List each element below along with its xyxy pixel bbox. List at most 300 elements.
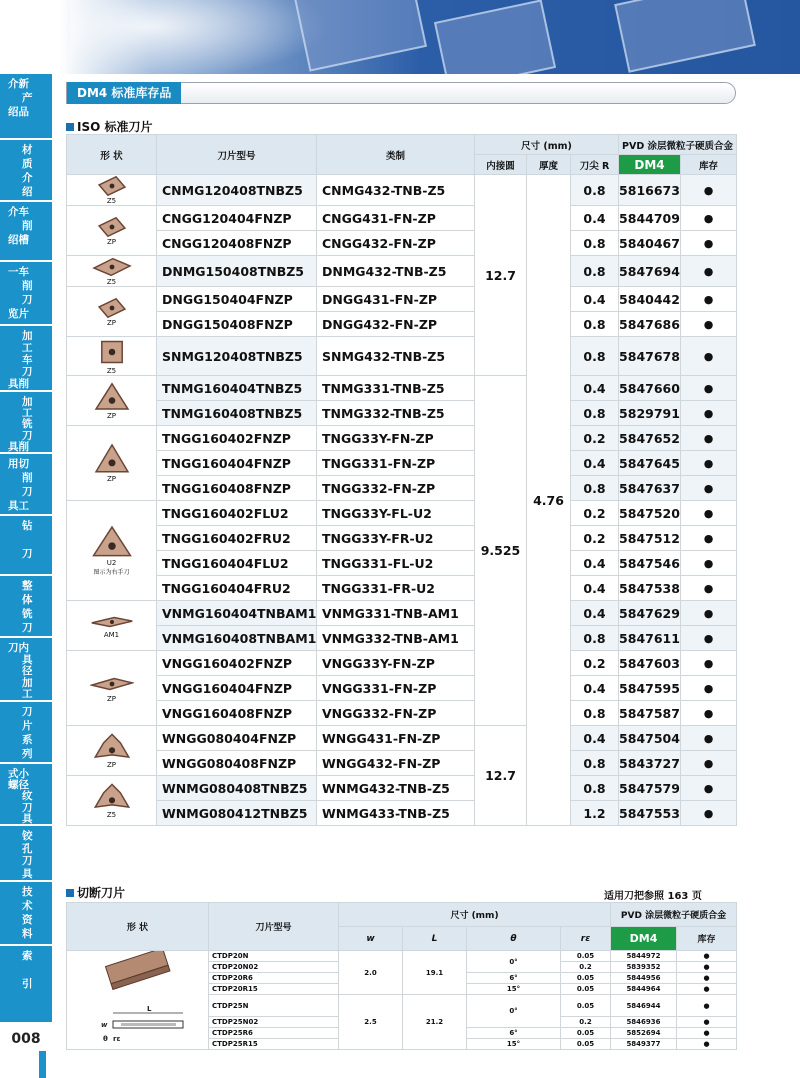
sidebar-tab-label: 削 bbox=[22, 472, 33, 484]
length-value: 21.2 bbox=[403, 995, 467, 1050]
insert-model: DNGG150408FNZP bbox=[157, 312, 317, 337]
order-code: 5847587 bbox=[619, 701, 681, 726]
header-old-model: 类制 bbox=[317, 135, 475, 175]
insert-model: SNMG120408TNBZ5 bbox=[157, 337, 317, 376]
angle-value: 6° bbox=[467, 973, 561, 984]
table-row bbox=[67, 726, 737, 751]
nose-radius: 0.4 bbox=[571, 376, 619, 401]
stock-indicator: ● bbox=[677, 1017, 737, 1028]
nose-radius: 0.2 bbox=[571, 526, 619, 551]
insert-shape-cell bbox=[67, 426, 157, 501]
old-model: CNGG431-FN-ZP bbox=[317, 206, 475, 231]
nose-radius: 0.2 bbox=[571, 426, 619, 451]
table-row bbox=[67, 376, 737, 401]
sidebar-tab-label: 资 bbox=[22, 914, 33, 926]
inscribed-circle: 12.7 bbox=[475, 175, 527, 376]
chipbreaker-label: AM1 bbox=[103, 630, 120, 639]
table-row bbox=[67, 337, 737, 376]
sidebar-tab-15[interactable] bbox=[0, 946, 52, 1024]
iso-insert-table bbox=[66, 134, 737, 826]
insert-shape-cell bbox=[67, 776, 157, 826]
old-model: CNGG432-FN-ZP bbox=[317, 231, 475, 256]
sidebar-tab-label: 产 bbox=[22, 92, 33, 104]
stock-indicator: ● bbox=[681, 526, 737, 551]
old-model: TNGG33Y-FL-U2 bbox=[317, 501, 475, 526]
table-row bbox=[67, 256, 737, 287]
header-nose-radius: 刀尖 R bbox=[571, 155, 619, 175]
sidebar-tab-14[interactable] bbox=[0, 882, 52, 946]
insert-model: CTDP25N bbox=[209, 995, 339, 1017]
chipbreaker-label: U2 bbox=[106, 559, 117, 567]
sidebar-tab-label: 索 bbox=[22, 950, 33, 962]
stock-indicator: ● bbox=[681, 451, 737, 476]
sidebar-tab-label: 刀 bbox=[22, 706, 33, 718]
header-thickness: 厚度 bbox=[527, 155, 571, 175]
sidebar-tab-label: 钻 bbox=[22, 520, 33, 532]
sidebar-tab-label: 径 bbox=[22, 665, 33, 678]
sidebar-tab-label: 绍槽 bbox=[8, 234, 29, 246]
order-code: 5847504 bbox=[619, 726, 681, 751]
order-code: 5847579 bbox=[619, 776, 681, 801]
insert-model: VNGG160408FNZP bbox=[157, 701, 317, 726]
sidebar-tab-label: 介 bbox=[22, 172, 33, 184]
stock-indicator: ● bbox=[681, 476, 737, 501]
corner-radius: 0.05 bbox=[561, 984, 611, 995]
insert-model: CTDP20R6 bbox=[209, 973, 339, 984]
sidebar-tab-label: 用切 bbox=[8, 458, 29, 470]
old-model: VNMG331-TNB-AM1 bbox=[317, 601, 475, 626]
insert-model: TNGG160404FNZP bbox=[157, 451, 317, 476]
sidebar-tab-label: 工 bbox=[22, 407, 33, 420]
nose-radius: 0.8 bbox=[571, 776, 619, 801]
insert-model: WNGG080408FNZP bbox=[157, 751, 317, 776]
sidebar-tab-label: 式小 bbox=[8, 768, 29, 780]
sidebar-tab-label: 加 bbox=[22, 676, 33, 689]
angle-value: 15° bbox=[467, 1039, 561, 1050]
sidebar-tab-label: 刀 bbox=[22, 294, 33, 306]
sidebar-tab-7[interactable] bbox=[0, 454, 52, 516]
drawing-label-L: L bbox=[146, 1005, 151, 1013]
angle-value: 0° bbox=[467, 995, 561, 1028]
parting-insert-drawing bbox=[67, 951, 209, 1050]
sidebar-tab-label: 材 bbox=[22, 144, 33, 156]
sidebar-tab-label: 加 bbox=[22, 330, 33, 342]
order-code: 5844956 bbox=[611, 973, 677, 984]
sidebar-tab-label: 具工 bbox=[8, 500, 29, 512]
old-model: VNGG332-FN-ZP bbox=[317, 701, 475, 726]
nose-radius: 0.8 bbox=[571, 476, 619, 501]
insert-shape-cell bbox=[67, 206, 157, 256]
insert-shape-cell bbox=[67, 287, 157, 337]
stock-indicator: ● bbox=[681, 801, 737, 826]
old-model: VNMG332-TNB-AM1 bbox=[317, 626, 475, 651]
sidebar-tab-label: 铣 bbox=[22, 608, 33, 620]
insert-model: DNMG150408TNBZ5 bbox=[157, 256, 317, 287]
order-code: 5847546 bbox=[619, 551, 681, 576]
header-model: 刀片型号 bbox=[209, 903, 339, 951]
table-row bbox=[67, 312, 737, 337]
sidebar-tab-label: 术 bbox=[22, 900, 33, 912]
header-inscribed: 内接圆 bbox=[475, 155, 527, 175]
stock-indicator: ● bbox=[681, 576, 737, 601]
chipbreaker-label: ZP bbox=[106, 760, 117, 769]
sidebar-tab-label: 铣 bbox=[22, 418, 33, 431]
nose-radius: 0.4 bbox=[571, 726, 619, 751]
sidebar-tab-label: 览片 bbox=[8, 308, 29, 320]
table-row bbox=[67, 451, 737, 476]
sidebar-tab-1[interactable] bbox=[0, 74, 52, 140]
insert-model: WNMG080408TNBZ5 bbox=[157, 776, 317, 801]
header-size: 尺寸 (mm) bbox=[339, 903, 611, 927]
stock-indicator: ● bbox=[681, 337, 737, 376]
insert-model: VNMG160408TNBAM1 bbox=[157, 626, 317, 651]
insert-model: TNGG160402FNZP bbox=[157, 426, 317, 451]
stock-indicator: ● bbox=[681, 601, 737, 626]
stock-indicator: ● bbox=[681, 256, 737, 287]
insert-shape-image bbox=[67, 216, 156, 238]
sidebar-tab-label: 质 bbox=[22, 158, 33, 170]
sidebar-tab-13[interactable] bbox=[0, 826, 52, 882]
insert-model: TNGG160408FNZP bbox=[157, 476, 317, 501]
sidebar-tab-label: 螺径 bbox=[8, 779, 29, 792]
sidebar-tab-label: 铰 bbox=[22, 830, 33, 842]
sidebar-tab-3[interactable] bbox=[0, 202, 52, 262]
old-model: CNMG432-TNB-Z5 bbox=[317, 175, 475, 206]
table-row bbox=[67, 801, 737, 826]
order-code: 5852694 bbox=[611, 1028, 677, 1039]
old-model: TNGG33Y-FR-U2 bbox=[317, 526, 475, 551]
nose-radius: 0.8 bbox=[571, 256, 619, 287]
table-row bbox=[67, 206, 737, 231]
sidebar-tab-label: 加 bbox=[22, 396, 33, 408]
sidebar-tab-label: 引 bbox=[22, 978, 33, 990]
table-row bbox=[67, 951, 737, 962]
sidebar-tab-label: 孔 bbox=[22, 842, 33, 855]
sidebar-tab-5[interactable] bbox=[0, 326, 52, 392]
stock-indicator: ● bbox=[681, 751, 737, 776]
insert-model: CTDP20R15 bbox=[209, 984, 339, 995]
inscribed-circle: 12.7 bbox=[475, 726, 527, 826]
chipbreaker-label: ZP bbox=[106, 411, 117, 420]
order-code: 5844709 bbox=[619, 206, 681, 231]
stock-indicator: ● bbox=[681, 676, 737, 701]
sidebar-tab-9[interactable] bbox=[0, 576, 52, 638]
nose-radius: 0.2 bbox=[571, 501, 619, 526]
table-row bbox=[67, 701, 737, 726]
table-row bbox=[67, 426, 737, 451]
order-code: 5840467 bbox=[619, 231, 681, 256]
iso-subtitle: ISO 标准刀片 bbox=[66, 118, 153, 135]
sidebar-tab-11[interactable] bbox=[0, 702, 52, 764]
sidebar-tab-label: 列 bbox=[22, 748, 33, 760]
table-row bbox=[67, 551, 737, 576]
stock-indicator: ● bbox=[681, 231, 737, 256]
table-row bbox=[67, 175, 737, 206]
stock-indicator: ● bbox=[681, 626, 737, 651]
old-model: DNMG432-TNB-Z5 bbox=[317, 256, 475, 287]
order-code: 5816673 bbox=[619, 175, 681, 206]
sidebar-tab-label: 刀 bbox=[22, 801, 33, 814]
old-model: TNGG331-FN-ZP bbox=[317, 451, 475, 476]
nose-radius: 0.8 bbox=[571, 312, 619, 337]
insert-model: CNGG120404FNZP bbox=[157, 206, 317, 231]
insert-model: VNMG160404TNBAM1 bbox=[157, 601, 317, 626]
sidebar-tab-8[interactable] bbox=[0, 516, 52, 576]
sidebar-tab-label: 刀 bbox=[22, 855, 33, 867]
sidebar-tab-label: 介新 bbox=[8, 78, 29, 90]
thickness: 4.76 bbox=[527, 175, 571, 826]
chipbreaker-label: ZP bbox=[106, 318, 117, 327]
sidebar-tab-label: 技 bbox=[22, 886, 33, 898]
stock-indicator: ● bbox=[681, 651, 737, 676]
old-model: DNGG431-FN-ZP bbox=[317, 287, 475, 312]
parting-subtitle: 切断刀片 bbox=[66, 884, 125, 901]
chipbreaker-label: Z5 bbox=[106, 367, 117, 375]
nose-radius: 0.4 bbox=[571, 676, 619, 701]
insert-shape-image bbox=[67, 613, 156, 631]
inscribed-circle: 9.525 bbox=[475, 376, 527, 726]
section-title-bar bbox=[66, 82, 736, 104]
order-code: 5847595 bbox=[619, 676, 681, 701]
sidebar-tab-label: 刀内 bbox=[8, 642, 29, 654]
sidebar-tab-6[interactable] bbox=[0, 392, 52, 454]
stock-indicator: ● bbox=[681, 426, 737, 451]
nose-radius: 0.2 bbox=[571, 651, 619, 676]
header-corner-radius: rε bbox=[561, 927, 611, 951]
old-model: WNGG432-FN-ZP bbox=[317, 751, 475, 776]
old-model: VNGG331-FN-ZP bbox=[317, 676, 475, 701]
sidebar-tab-10[interactable] bbox=[0, 638, 52, 702]
drawing-label-w: w bbox=[100, 1021, 107, 1029]
old-model: TNMG331-TNB-Z5 bbox=[317, 376, 475, 401]
chipbreaker-label: ZP bbox=[106, 475, 117, 483]
stock-indicator: ● bbox=[677, 951, 737, 962]
drawing-label-r: rε bbox=[112, 1035, 120, 1043]
sidebar-tab-label: 削 bbox=[22, 220, 33, 232]
order-code: 5840442 bbox=[619, 287, 681, 312]
chipbreaker-label: Z5 bbox=[106, 197, 117, 205]
sidebar-tab-label: 具削 bbox=[8, 440, 29, 453]
corner-radius: 0.05 bbox=[561, 1039, 611, 1050]
sidebar-tab-4[interactable] bbox=[0, 262, 52, 326]
nose-radius: 0.8 bbox=[571, 401, 619, 426]
stock-indicator: ● bbox=[681, 551, 737, 576]
insert-model: CTDP25N02 bbox=[209, 1017, 339, 1028]
insert-model: TNMG160404TNBZ5 bbox=[157, 376, 317, 401]
width-value: 2.5 bbox=[339, 995, 403, 1050]
header-grade-dm4: DM4 bbox=[611, 927, 677, 951]
stock-indicator: ● bbox=[681, 175, 737, 206]
corner-radius: 0.2 bbox=[561, 962, 611, 973]
insert-shape-image bbox=[67, 382, 156, 412]
sidebar-tab-label: 刀 bbox=[22, 486, 33, 498]
insert-shape-image bbox=[67, 673, 156, 695]
order-code: 5847629 bbox=[619, 601, 681, 626]
sidebar-tab-label: 绍 bbox=[22, 186, 33, 198]
insert-shape-image bbox=[67, 525, 156, 559]
sidebar-tab-label: 工 bbox=[22, 688, 33, 701]
nose-radius: 0.8 bbox=[571, 701, 619, 726]
sidebar-tab-12[interactable] bbox=[0, 764, 52, 826]
stock-indicator: ● bbox=[677, 995, 737, 1017]
insert-shape-cell bbox=[67, 337, 157, 376]
hand-note: 图示为右手刀 bbox=[93, 569, 130, 576]
nose-radius: 0.4 bbox=[571, 206, 619, 231]
sidebar-tab-label: 刀 bbox=[22, 429, 33, 442]
sidebar-tab-label: 具 bbox=[22, 867, 33, 880]
header-model: 刀片型号 bbox=[157, 135, 317, 175]
nose-radius: 0.8 bbox=[571, 337, 619, 376]
insert-model: VNGG160402FNZP bbox=[157, 651, 317, 676]
order-code: 5849377 bbox=[611, 1039, 677, 1050]
order-code: 5847652 bbox=[619, 426, 681, 451]
old-model: TNGG332-FN-ZP bbox=[317, 476, 475, 501]
corner-radius: 0.05 bbox=[561, 973, 611, 984]
insert-shape-cell bbox=[67, 175, 157, 206]
corner-radius: 0.05 bbox=[561, 951, 611, 962]
insert-model: CNMG120408TNBZ5 bbox=[157, 175, 317, 206]
order-code: 5847660 bbox=[619, 376, 681, 401]
insert-shape-cell bbox=[67, 501, 157, 601]
stock-indicator: ● bbox=[681, 312, 737, 337]
drawing-label-theta: θ bbox=[102, 1035, 108, 1043]
order-code: 5839352 bbox=[611, 962, 677, 973]
stock-indicator: ● bbox=[677, 962, 737, 973]
old-model: SNMG432-TNB-Z5 bbox=[317, 337, 475, 376]
nose-radius: 0.4 bbox=[571, 576, 619, 601]
nose-radius: 0.8 bbox=[571, 626, 619, 651]
insert-shape-cell bbox=[67, 601, 157, 651]
corner-radius: 0.2 bbox=[561, 1017, 611, 1028]
insert-shape-cell bbox=[67, 376, 157, 426]
order-code: 5846936 bbox=[611, 1017, 677, 1028]
sidebar-tab-label: 纹 bbox=[22, 790, 33, 803]
table-row bbox=[67, 776, 737, 801]
table-row bbox=[67, 651, 737, 676]
table-row bbox=[67, 601, 737, 626]
width-value: 2.0 bbox=[339, 951, 403, 995]
insert-model: WNGG080404FNZP bbox=[157, 726, 317, 751]
sidebar-tab-label: 系 bbox=[22, 734, 33, 746]
sidebar-tab-label: 体 bbox=[22, 594, 33, 606]
table-row bbox=[67, 501, 737, 526]
stock-indicator: ● bbox=[677, 973, 737, 984]
nose-radius: 1.2 bbox=[571, 801, 619, 826]
insert-model: VNGG160404FNZP bbox=[157, 676, 317, 701]
order-code: 5847645 bbox=[619, 451, 681, 476]
angle-value: 6° bbox=[467, 1028, 561, 1039]
nose-radius: 0.8 bbox=[571, 175, 619, 206]
insert-shape-image bbox=[67, 443, 156, 475]
table-row bbox=[67, 287, 737, 312]
old-model: VNGG33Y-FN-ZP bbox=[317, 651, 475, 676]
insert-model: CTDP20N02 bbox=[209, 962, 339, 973]
sidebar-tab-2[interactable] bbox=[0, 140, 52, 202]
sidebar-tab-label: 料 bbox=[22, 928, 33, 940]
sidebar-tab-label: 刀 bbox=[22, 548, 33, 560]
stock-indicator: ● bbox=[681, 376, 737, 401]
sidebar-nav bbox=[0, 74, 52, 1078]
insert-model: TNGG160404FLU2 bbox=[157, 551, 317, 576]
table-row bbox=[67, 231, 737, 256]
sidebar-tab-label: 一车 bbox=[8, 266, 29, 278]
insert-model: CTDP25R6 bbox=[209, 1028, 339, 1039]
stock-indicator: ● bbox=[681, 206, 737, 231]
parting-insert-table bbox=[66, 902, 737, 1050]
stock-indicator: ● bbox=[681, 287, 737, 312]
stock-indicator: ● bbox=[677, 1039, 737, 1050]
insert-shape-cell bbox=[67, 726, 157, 776]
sidebar-tab-label: 介车 bbox=[8, 206, 29, 218]
sidebar-tab-label: 车 bbox=[22, 354, 33, 366]
table-row bbox=[67, 476, 737, 501]
insert-model: CNGG120408FNZP bbox=[157, 231, 317, 256]
insert-model: CTDP20N bbox=[209, 951, 339, 962]
header-size: 尺寸 (mm) bbox=[475, 135, 619, 155]
stock-indicator: ● bbox=[681, 401, 737, 426]
chipbreaker-label: ZP bbox=[106, 695, 117, 703]
old-model: WNGG431-FN-ZP bbox=[317, 726, 475, 751]
table-row bbox=[67, 526, 737, 551]
nose-radius: 0.4 bbox=[571, 551, 619, 576]
sidebar-tab-label: 刀 bbox=[22, 366, 33, 378]
stock-indicator: ● bbox=[681, 776, 737, 801]
insert-shape-image bbox=[67, 337, 156, 367]
insert-model: TNMG160408TNBZ5 bbox=[157, 401, 317, 426]
order-code: 5847686 bbox=[619, 312, 681, 337]
holder-reference-note: 适用刀把参照 163 页 bbox=[604, 891, 702, 902]
old-model: TNGG33Y-FN-ZP bbox=[317, 426, 475, 451]
header-length: L bbox=[403, 927, 467, 951]
chipbreaker-label: ZP bbox=[106, 237, 117, 246]
length-value: 19.1 bbox=[403, 951, 467, 995]
order-code: 5847553 bbox=[619, 801, 681, 826]
table-row bbox=[67, 626, 737, 651]
header-grade-dm4: DM4 bbox=[619, 155, 681, 175]
order-code: 5847512 bbox=[619, 526, 681, 551]
nose-radius: 0.4 bbox=[571, 601, 619, 626]
page-number: 008 bbox=[0, 1027, 52, 1051]
old-model: TNGG331-FL-U2 bbox=[317, 551, 475, 576]
insert-model: TNGG160404FRU2 bbox=[157, 576, 317, 601]
order-code: 5829791 bbox=[619, 401, 681, 426]
old-model: TNMG332-TNB-Z5 bbox=[317, 401, 475, 426]
order-code: 5847520 bbox=[619, 501, 681, 526]
table-row bbox=[67, 676, 737, 701]
old-model: TNGG331-FR-U2 bbox=[317, 576, 475, 601]
insert-model: TNGG160402FRU2 bbox=[157, 526, 317, 551]
corner-radius: 0.05 bbox=[561, 1028, 611, 1039]
sidebar-tab-label: 绍品 bbox=[8, 106, 29, 118]
insert-model: WNMG080412TNBZ5 bbox=[157, 801, 317, 826]
stock-indicator: ● bbox=[681, 701, 737, 726]
nose-radius: 0.4 bbox=[571, 287, 619, 312]
order-code: 5844964 bbox=[611, 984, 677, 995]
order-code: 5847694 bbox=[619, 256, 681, 287]
sidebar-tab-label: 片 bbox=[22, 720, 33, 732]
order-code: 5843727 bbox=[619, 751, 681, 776]
insert-model: CTDP25R15 bbox=[209, 1039, 339, 1050]
angle-value: 0° bbox=[467, 951, 561, 973]
order-code: 5846944 bbox=[611, 995, 677, 1017]
insert-shape-image bbox=[67, 297, 156, 319]
sidebar-tab-label: 刀 bbox=[22, 622, 33, 634]
header-width: w bbox=[339, 927, 403, 951]
insert-model: TNGG160402FLU2 bbox=[157, 501, 317, 526]
table-row bbox=[67, 751, 737, 776]
header-stock: 库存 bbox=[677, 927, 737, 951]
header-stock: 库存 bbox=[681, 155, 737, 175]
